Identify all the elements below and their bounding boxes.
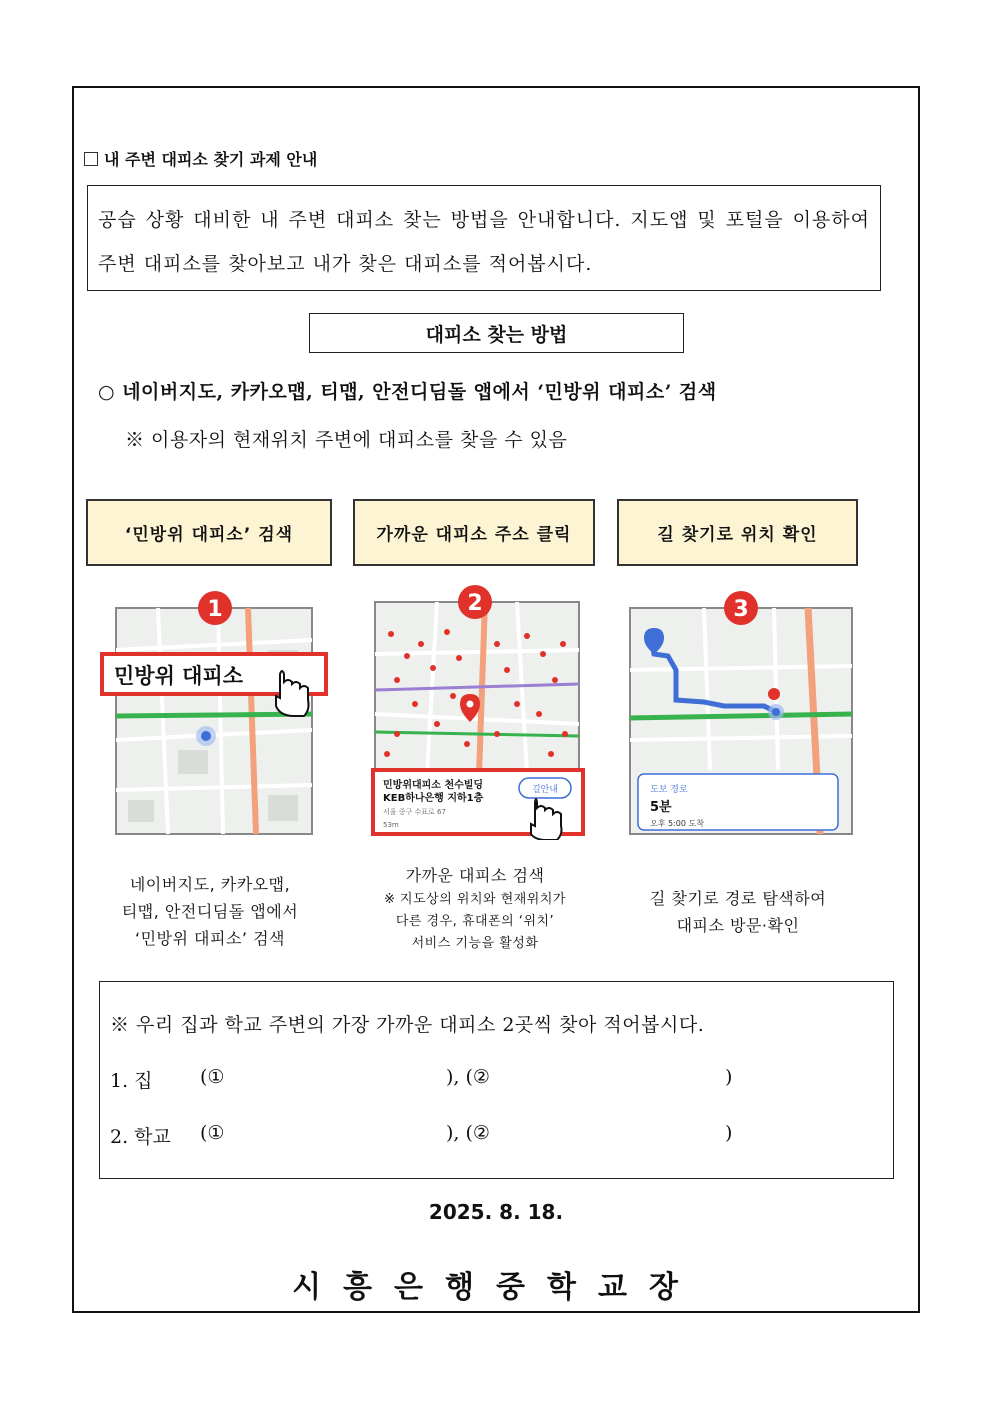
step-2-number: 2 bbox=[467, 591, 483, 616]
answer-mid: ), (② bbox=[446, 1122, 490, 1144]
checkbox-icon bbox=[84, 152, 98, 166]
step-2-box bbox=[353, 499, 595, 566]
map-3-card-line2: 5분 bbox=[650, 800, 672, 815]
step-3-number: 3 bbox=[733, 597, 749, 622]
answer-question: ※ 우리 집과 학교 주변의 가장 가까운 대피소 2곳씩 찾아 적어봅시다. bbox=[110, 1014, 705, 1036]
map-screenshot-1 bbox=[98, 590, 330, 838]
answer-mid: ), (② bbox=[446, 1066, 490, 1088]
step-2-caption-main: 가까운 대피소 검색 bbox=[405, 866, 545, 885]
step-2-caption-note: 다른 경우, 휴대폰의 ‘위치’ bbox=[395, 914, 555, 929]
map-2-card-line2: KEB하나은행 지하1층 bbox=[383, 793, 484, 804]
answer-open: (① bbox=[200, 1122, 225, 1144]
step-1-caption-line: 네이버지도, 카카오맵, bbox=[129, 875, 291, 894]
map-2-card-line4: 53m bbox=[383, 821, 399, 829]
map-3-card-line1: 도보 경로 bbox=[650, 785, 688, 795]
map-1-search-text: 민방위 대피소 bbox=[114, 664, 244, 688]
map-3-card-line3: 오후 5:00 도착 bbox=[650, 819, 704, 828]
method-note: ※ 이용자의 현재위치 주변에 대피소를 찾을 수 있음 bbox=[125, 429, 568, 451]
map-screenshot-2 bbox=[367, 584, 589, 840]
step-1-caption bbox=[90, 871, 330, 952]
map-screenshot-3 bbox=[624, 590, 856, 836]
step-1-caption-line: 티맵, 안전디딤돌 앱에서 bbox=[121, 902, 299, 921]
document-date: 2025. 8. 18. bbox=[428, 1200, 564, 1224]
answer-close: ) bbox=[725, 1066, 733, 1088]
answer-open: (① bbox=[200, 1066, 225, 1088]
step-2-caption bbox=[352, 862, 598, 955]
map-2-card-line3: 서울 중구 수표로 67 bbox=[383, 808, 446, 816]
step-1-caption-line: ‘민방위 대피소’ 검색 bbox=[135, 929, 285, 948]
section-title bbox=[84, 147, 317, 170]
method-title-box bbox=[309, 313, 684, 353]
answer-row-home bbox=[110, 1066, 880, 1096]
answer-close: ) bbox=[725, 1122, 733, 1144]
step-1-label: ‘민방위 대피소’ 검색 bbox=[124, 525, 294, 545]
intro-box bbox=[87, 185, 881, 291]
signer: 시흥은행중학교장 bbox=[292, 1270, 700, 1305]
answer-row-label: 1. 집 bbox=[110, 1070, 153, 1092]
intro-text: 공습 상황 대비한 내 주변 대피소 찾는 방법을 안내합니다. 지도앱 및 포털을 이용하여 주변 대피소를 찾아보고 내가 찾은 대피소를 적어봅시다. bbox=[98, 209, 870, 275]
step-3-box bbox=[617, 499, 858, 566]
step-3-caption-line: 길 찾기로 경로 탐색하여 bbox=[649, 889, 827, 908]
step-2-caption-note: 서비스 기능을 활성화 bbox=[411, 936, 539, 951]
answer-row-label: 2. 학교 bbox=[110, 1126, 171, 1148]
map-2-card-button: 길안내 bbox=[531, 785, 559, 795]
step-1-number: 1 bbox=[207, 597, 223, 622]
map-2-card-line1: 민방위대피소 천수빌딩 bbox=[383, 780, 484, 791]
step-2-caption-note: ※ 지도상의 위치와 현재위치가 bbox=[384, 892, 566, 907]
answer-row-school bbox=[110, 1122, 880, 1152]
answer-box bbox=[99, 981, 894, 1179]
step-2-label: 가까운 대피소 주소 클릭 bbox=[376, 525, 572, 545]
step-3-caption-line: 대피소 방문·확인 bbox=[676, 916, 800, 935]
step-3-label: 길 찾기로 위치 확인 bbox=[657, 525, 818, 545]
method-bullet: ○ 네이버지도, 카카오맵, 티맵, 안전디딤돌 앱에서 ‘민방위 대피소’ 검색 bbox=[98, 381, 717, 403]
step-1-box bbox=[86, 499, 332, 566]
section-title-text: 내 주변 대피소 찾기 과제 안내 bbox=[104, 150, 318, 169]
step-3-caption bbox=[618, 885, 858, 939]
method-title: 대피소 찾는 방법 bbox=[425, 323, 568, 346]
